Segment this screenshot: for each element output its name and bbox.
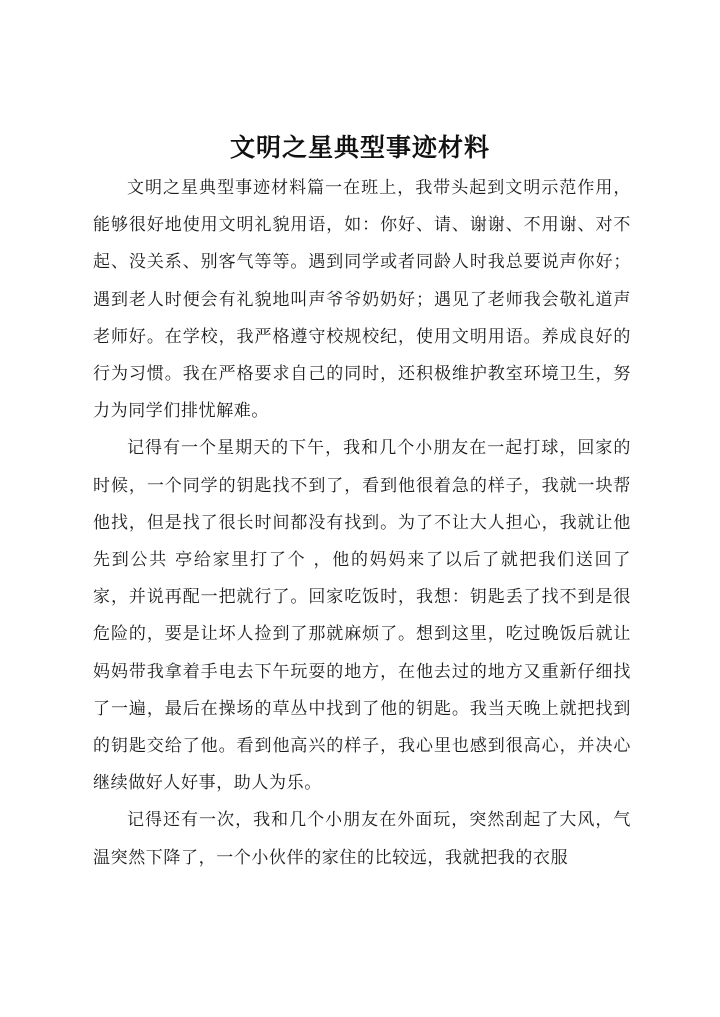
paragraph-3: 记得还有一次，我和几个小朋友在外面玩，突然刮起了大风，气温突然下降了，一个小伙伴的家住的比较远，我就把我的衣服 bbox=[93, 810, 631, 868]
document-body bbox=[93, 170, 631, 877]
paragraph-1: 文明之星典型事迹材料篇一在班上，我带头起到文明示范作用，能够很好地使用文明礼貌用语，如：你好、请、谢谢、不用谢、对不起、没关系、别客气等等。遇到同学或者同龄人时我总要说声你好；遇到老人时便会有礼貌地叫声爷爷奶奶好；遇见了老师我会敬礼道声老师好。在学校，我严格遵守校规校纪，使用文明用语。养成良好的行为习惯。我在严格要求自己的同时，还积极维护教室环境卫生，努力为同学们排忧解难。 bbox=[93, 178, 631, 422]
paragraph-2: 记得有一个星期天的下午，我和几个小朋友在一起打球，回家的时候，一个同学的钥匙找不到了，看到他很着急的样子，我就一块帮他找，但是找了很长时间都没有找到。为了不让大人担心，我就让他先到公共 亭给家里打了个 ，他的妈妈来了以后了就把我们送回了家，并说再配一把就行了。回家吃饭时，我想：钥匙丢了找不到是很危险的，要是让坏人捡到了那就麻烦了。想到这里，吃过晚饭后就让妈妈带我拿着手电去下午玩耍的地方，在他去过的地方又重新仔细找了一遍，最后在操场的草丛中找到了他的钥匙。我当天晚上就把找到的钥匙交给了他。看到他高兴的样子，我心里也感到很高心，并决心继续做好人好事，助人为乐。 bbox=[93, 438, 631, 794]
document-title: 文明之星典型事迹材料 bbox=[229, 133, 490, 162]
